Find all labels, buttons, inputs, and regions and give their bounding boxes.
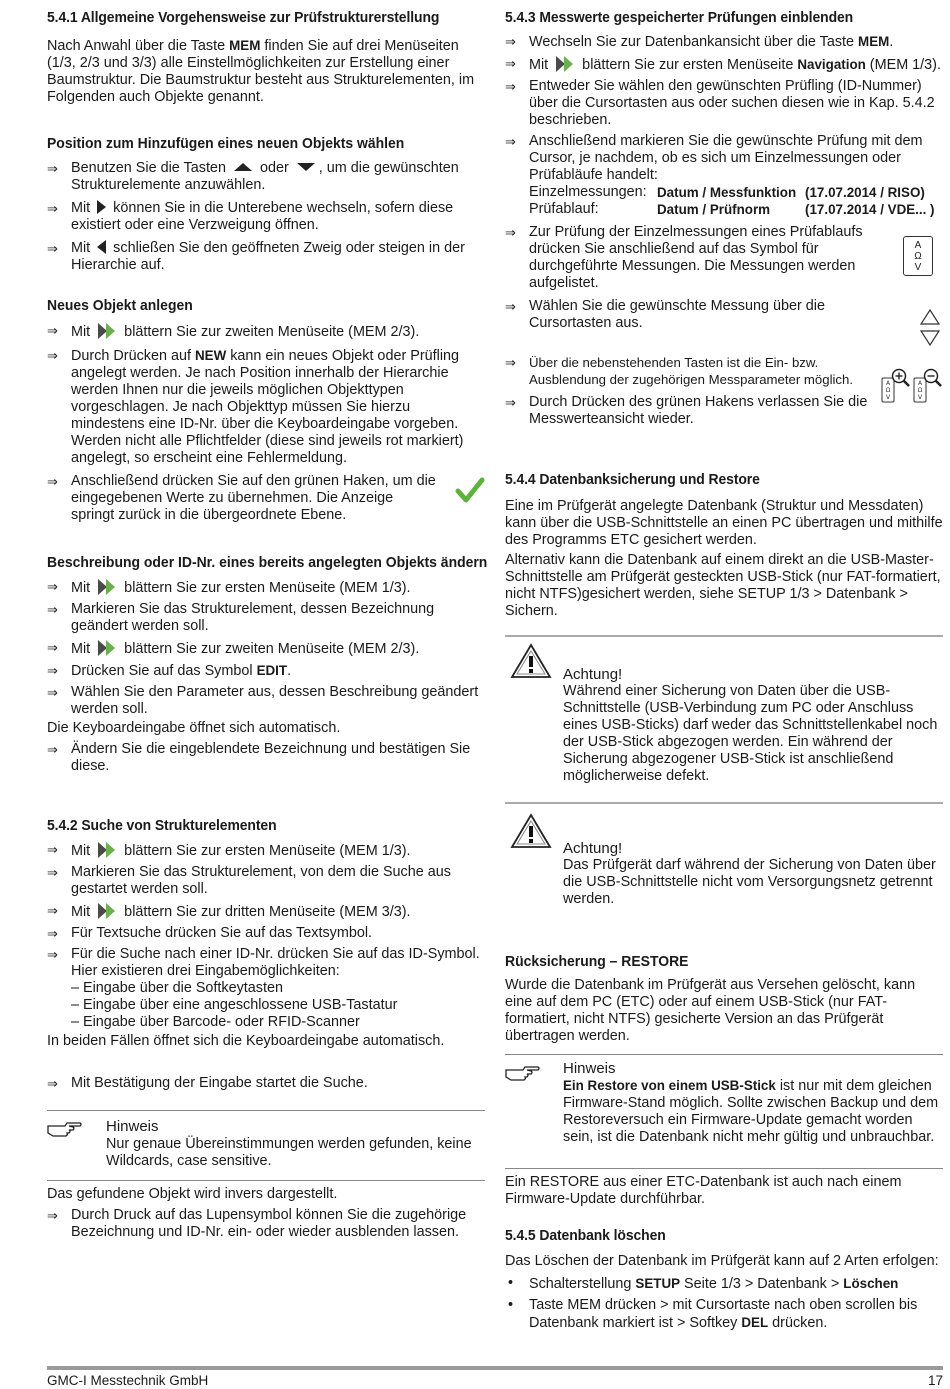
page-forward-icon — [554, 55, 576, 73]
hint-box — [106, 1118, 486, 1170]
page-number: 17 — [927, 1373, 943, 1388]
warning-title: Achtung! — [563, 666, 623, 683]
section-heading: 5.4.5 Datenbank löschen — [505, 1227, 666, 1244]
bullet-item: ⇒ Für Textsuche drücken Sie auf das Textsymbol. — [47, 925, 487, 942]
paragraph: Die Keyboardeingabe öffnet sich automatisch. — [47, 720, 341, 736]
company-name: GMC-I Messtechnik GmbH — [47, 1373, 209, 1388]
hint-text: Nur genaue Übereinstimmungen werden gefunden, keine Wildcards, case sensitive. — [106, 1136, 472, 1169]
list-item: • Schalterstellung SETUP Seite 1/3 > Datenbank > Löschen — [505, 1275, 943, 1293]
list-item: • Taste MEM drücken > mit Cursortaste nach oben scrollen bis Datenbank markiert ist > Softkey DEL drücken. — [505, 1297, 943, 1332]
table-row: Einzelmessungen: Datum / Messfunktion (17.07.2014 / RISO) — [529, 184, 925, 200]
bullet-item: ⇒ Entweder Sie wählen den gewünschten Prüfling (ID-Nummer) über die Cursortasten aus oder suchen diesen wie in Kap. 5.4.2 beschrieben. — [505, 78, 943, 129]
bullet-item: ⇒ Mit können Sie in die Unterebene wechseln, sofern diese existiert oder eine Verzweigung öffnen. — [47, 200, 487, 234]
section-heading: 5.4.2 Suche von Strukturelementen — [47, 817, 277, 834]
pointing-hand-icon — [47, 1120, 83, 1138]
hint-box — [563, 1060, 943, 1146]
warning-title: Achtung! — [563, 840, 623, 857]
bullet-item: ⇒ Durch Druck auf das Lupensymbol können Sie die zugehörige Bezeichnung und ID-Nr. ein- oder wieder ausblenden lassen. — [47, 1207, 487, 1241]
bullet-item: ⇒ Benutzen Sie die Tasten oder , um die gewünschten Strukturelemente anzuwählen. — [47, 160, 487, 194]
section-edit-object — [47, 553, 487, 775]
bullet-item: ⇒ Mit blättern Sie zur zweiten Menüseite (MEM 2/3). — [47, 639, 487, 658]
svg-text:A: A — [917, 380, 923, 387]
section-5-4-5 — [505, 1226, 943, 1332]
bullet-item: ⇒ Drücken Sie auf das Symbol EDIT. — [47, 662, 487, 680]
section-5-4-4 — [505, 470, 943, 620]
section-5-4-2 — [47, 816, 487, 1092]
arrow-up-icon — [234, 163, 252, 171]
paragraph: Eine im Prüfgerät angelegte Datenbank (Struktur und Messdaten) kann über die USB-Schnittstelle an einen PC übertragen und mithilfe des Programms ETC gesichert werden. — [505, 498, 943, 548]
subheading: Neues Objekt anlegen — [47, 297, 193, 314]
arrow-down-icon — [297, 163, 315, 171]
svg-text:Ω: Ω — [917, 387, 923, 394]
bullet-item: ⇒ Für die Suche nach einer ID-Nr. drücken Sie auf das ID-Symbol. Hier existieren drei Eingabemöglichkeiten: – Eingabe über die Softkeytasten – Eingabe über eine angeschlossene USB-Tastatur – Eingabe über Barcode- oder RFID-Scanner — [47, 946, 487, 1031]
divider — [505, 802, 943, 804]
table-row: Prüfablauf: Datum / Prüfnorm (17.07.2014 / VDE... ) — [529, 201, 935, 217]
section-heading: 5.4.4 Datenbanksicherung und Restore — [505, 471, 760, 488]
warning-box — [563, 666, 943, 785]
warning-text: Das Prüfgerät darf während der Sicherung von Daten über die USB-Schnittstelle nicht vom Versorgungsnetz getrennt werden. — [563, 857, 936, 907]
page-forward-icon — [96, 639, 118, 657]
section-heading: 5.4.3 Messwerte gespeicherter Prüfungen einblenden — [505, 9, 854, 26]
page-forward-icon — [96, 322, 118, 340]
bullet-item: ⇒ Mit Bestätigung der Eingabe startet die Suche. — [47, 1075, 487, 1092]
hint-title: Hinweis — [563, 1060, 616, 1077]
bullet-item: ⇒ Mit blättern Sie zur ersten Menüseite Navigation (MEM 1/3). — [505, 55, 943, 74]
bullet-item: ⇒ Mit blättern Sie zur ersten Menüseite (MEM 1/3). — [47, 841, 487, 860]
subheading: Position zum Hinzufügen eines neuen Objekts wählen — [47, 135, 405, 152]
bullet-item: ⇒ Markieren Sie das Strukturelement, dessen Bezeichnung geändert werden soll. — [47, 601, 487, 635]
green-check-icon — [455, 476, 485, 504]
paragraph: Das Löschen der Datenbank im Prüfgerät kann auf 2 Arten erfolgen: — [505, 1253, 939, 1269]
value-table — [505, 184, 943, 218]
paragraph: Nach Anwahl über die Taste MEM finden Sie auf drei Menüseiten (1/3, 2/3 und 3/3) alle Einstellmöglichkeiten zur Erstellung einer Baumstruktur. Die Baumstruktur besteht aus Strukturelementen, im Folgenden auch Objekte genannt. — [47, 38, 475, 105]
divider — [505, 635, 943, 637]
bullet-item: ⇒ Zur Prüfung der Einzelmessungen eines Prüfablaufs drücken Sie anschließend auf das Symbol für durchgeführte Messungen. Die Messungen werden aufgelistet. — [505, 224, 885, 292]
paragraph: Alternativ kann die Datenbank auf einem direkt an die USB-Master-Schnittstelle am Prüfgerät gesteckten USB-Stick (nur FAT-formatiert, nicht NTFS)gesichert werden, siehe SETUP 1/3 > Datenbank > Sichern. — [505, 552, 941, 619]
bullet-item: ⇒ Mit blättern Sie zur dritten Menüseite (MEM 3/3). — [47, 902, 487, 921]
bullet-item: ⇒ Über die nebenstehenden Tasten ist die Ein- bzw. Ausblendung der zugehörigen Messparameter möglich. — [505, 354, 865, 388]
bullet-item: ⇒ Durch Drücken des grünen Hakens verlassen Sie die Messwerteansicht wieder. — [505, 394, 889, 428]
page-forward-icon — [96, 578, 118, 596]
cursor-up-down-icon — [919, 308, 941, 348]
svg-text:V: V — [885, 394, 891, 401]
divider — [47, 1180, 485, 1181]
section-restore-note — [505, 1174, 943, 1208]
bullet-item: ⇒ Ändern Sie die eingeblendete Bezeichnung und bestätigen Sie diese. — [47, 741, 487, 775]
section-5-4-3 — [505, 8, 943, 428]
bullet-item: ⇒ Wählen Sie den Parameter aus, dessen Beschreibung geändert werden soll. — [47, 684, 487, 718]
hint-title: Hinweis — [106, 1118, 159, 1135]
svg-text:A: A — [885, 380, 891, 387]
section-restore — [505, 952, 943, 1045]
divider — [505, 1054, 943, 1055]
section-5-4-1 — [47, 8, 487, 106]
svg-text:Ω: Ω — [885, 387, 891, 394]
bullet-item: ⇒ Wählen Sie die gewünschte Messung über die Cursortasten aus. — [505, 298, 901, 332]
paragraph: Wurde die Datenbank im Prüfgerät aus Versehen gelöscht, kann eine auf dem PC (ETC) oder auf einem USB-Stick (nur FAT-formatiert, nicht NTFS) gesicherte Version an das Prüfgerät übertragen werden. — [505, 977, 916, 1044]
page-forward-icon — [96, 841, 118, 859]
bullet-item: ⇒ Markieren Sie das Strukturelement, von dem die Suche aus gestartet werden soll. — [47, 864, 487, 898]
bullet-item: ⇒ Mit blättern Sie zur zweiten Menüseite (MEM 2/3). — [47, 322, 487, 341]
paragraph: Das gefundene Objekt wird invers dargestellt. — [47, 1186, 338, 1202]
warning-text: Während einer Sicherung von Daten über die USB-Schnittstelle (USB-Verbindung zum PC oder Anschluss eines USB-Sticks) darf weder das Schnittstellenkabel noch der USB-Stick abgezogen werden. Ein während der Sicherung abgezogener USB-Stick ist anschließend möglicherweise defekt. — [563, 683, 938, 784]
divider — [505, 1168, 943, 1169]
hint-text: Ein Restore von einem USB-Stick ist nur mit dem gleichen Firmware-Stand möglich. Sollte zwischen Backup und dem Restoreversuch ein Firmware-Update gemacht worden sein, ist die Datenbank nicht mehr gültig und unbrauchbar. — [563, 1078, 939, 1145]
arrow-left-icon — [97, 240, 106, 254]
section-new-object — [47, 296, 487, 524]
paragraph: Ein RESTORE aus einer ETC-Datenbank ist auch nach einem Firmware-Update durchführbar. — [505, 1174, 902, 1207]
section-heading: 5.4.1 Allgemeine Vorgehensweise zur Prüfstrukturerstellung — [47, 9, 440, 26]
bullet-item: ⇒ Durch Drücken auf NEW kann ein neues Objekt oder Prüfling angelegt werden. Je nach Position innerhalb der Hierarchie werden Ihnen nur die jeweils möglichen Objekttypen vorgeschlagen. Je nach Objekttyp müssen Sie hierzu mindestens eine ID-Nr. über die Keyboardeingabe vorgeben. Werden nicht alle Pflichtfelder (diese sind jeweils rot markiert) angelegt, so erscheint eine Fehlermeldung. — [47, 347, 487, 467]
section-position — [47, 134, 487, 274]
arrow-right-icon — [97, 200, 106, 214]
warning-icon — [509, 812, 553, 850]
footer-rule — [47, 1366, 943, 1370]
measurements-list-icon: A Ω V — [903, 236, 933, 276]
warning-box — [563, 840, 943, 908]
pointing-hand-icon — [505, 1064, 541, 1082]
bullet-item: ⇒ Anschließend markieren Sie die gewünschte Prüfung mit dem Cursor, je nachdem, ob es sich um Einzelmessungen oder Prüfabläufe handelt: — [505, 133, 943, 184]
subheading: Beschreibung oder ID-Nr. eines bereits angelegten Objekts ändern — [47, 554, 488, 571]
bullet-item: ⇒ Mit schließen Sie den geöffneten Zweig oder steigen in der Hierarchie auf. — [47, 240, 487, 274]
bullet-item: ⇒ Wechseln Sie zur Datenbankansicht über die Taste MEM. — [505, 33, 943, 51]
show-hide-parameters-icon — [881, 368, 943, 404]
divider — [47, 1110, 485, 1111]
subheading: Rücksicherung – RESTORE — [505, 953, 689, 970]
bullet-item: ⇒ Anschließend drücken Sie auf den grünen Haken, um die eingegebenen Werte zu übernehmen. Die Anzeige springt zurück in die übergeordnete Ebene. — [47, 473, 439, 524]
paragraph: In beiden Fällen öffnet sich die Keyboardeingabe automatisch. — [47, 1033, 445, 1049]
page-forward-icon — [96, 902, 118, 920]
svg-text:V: V — [917, 394, 923, 401]
footer — [47, 1372, 943, 1389]
section-result — [47, 1186, 487, 1241]
warning-icon — [509, 642, 553, 680]
bullet-item: ⇒ Mit blättern Sie zur ersten Menüseite (MEM 1/3). — [47, 578, 487, 597]
